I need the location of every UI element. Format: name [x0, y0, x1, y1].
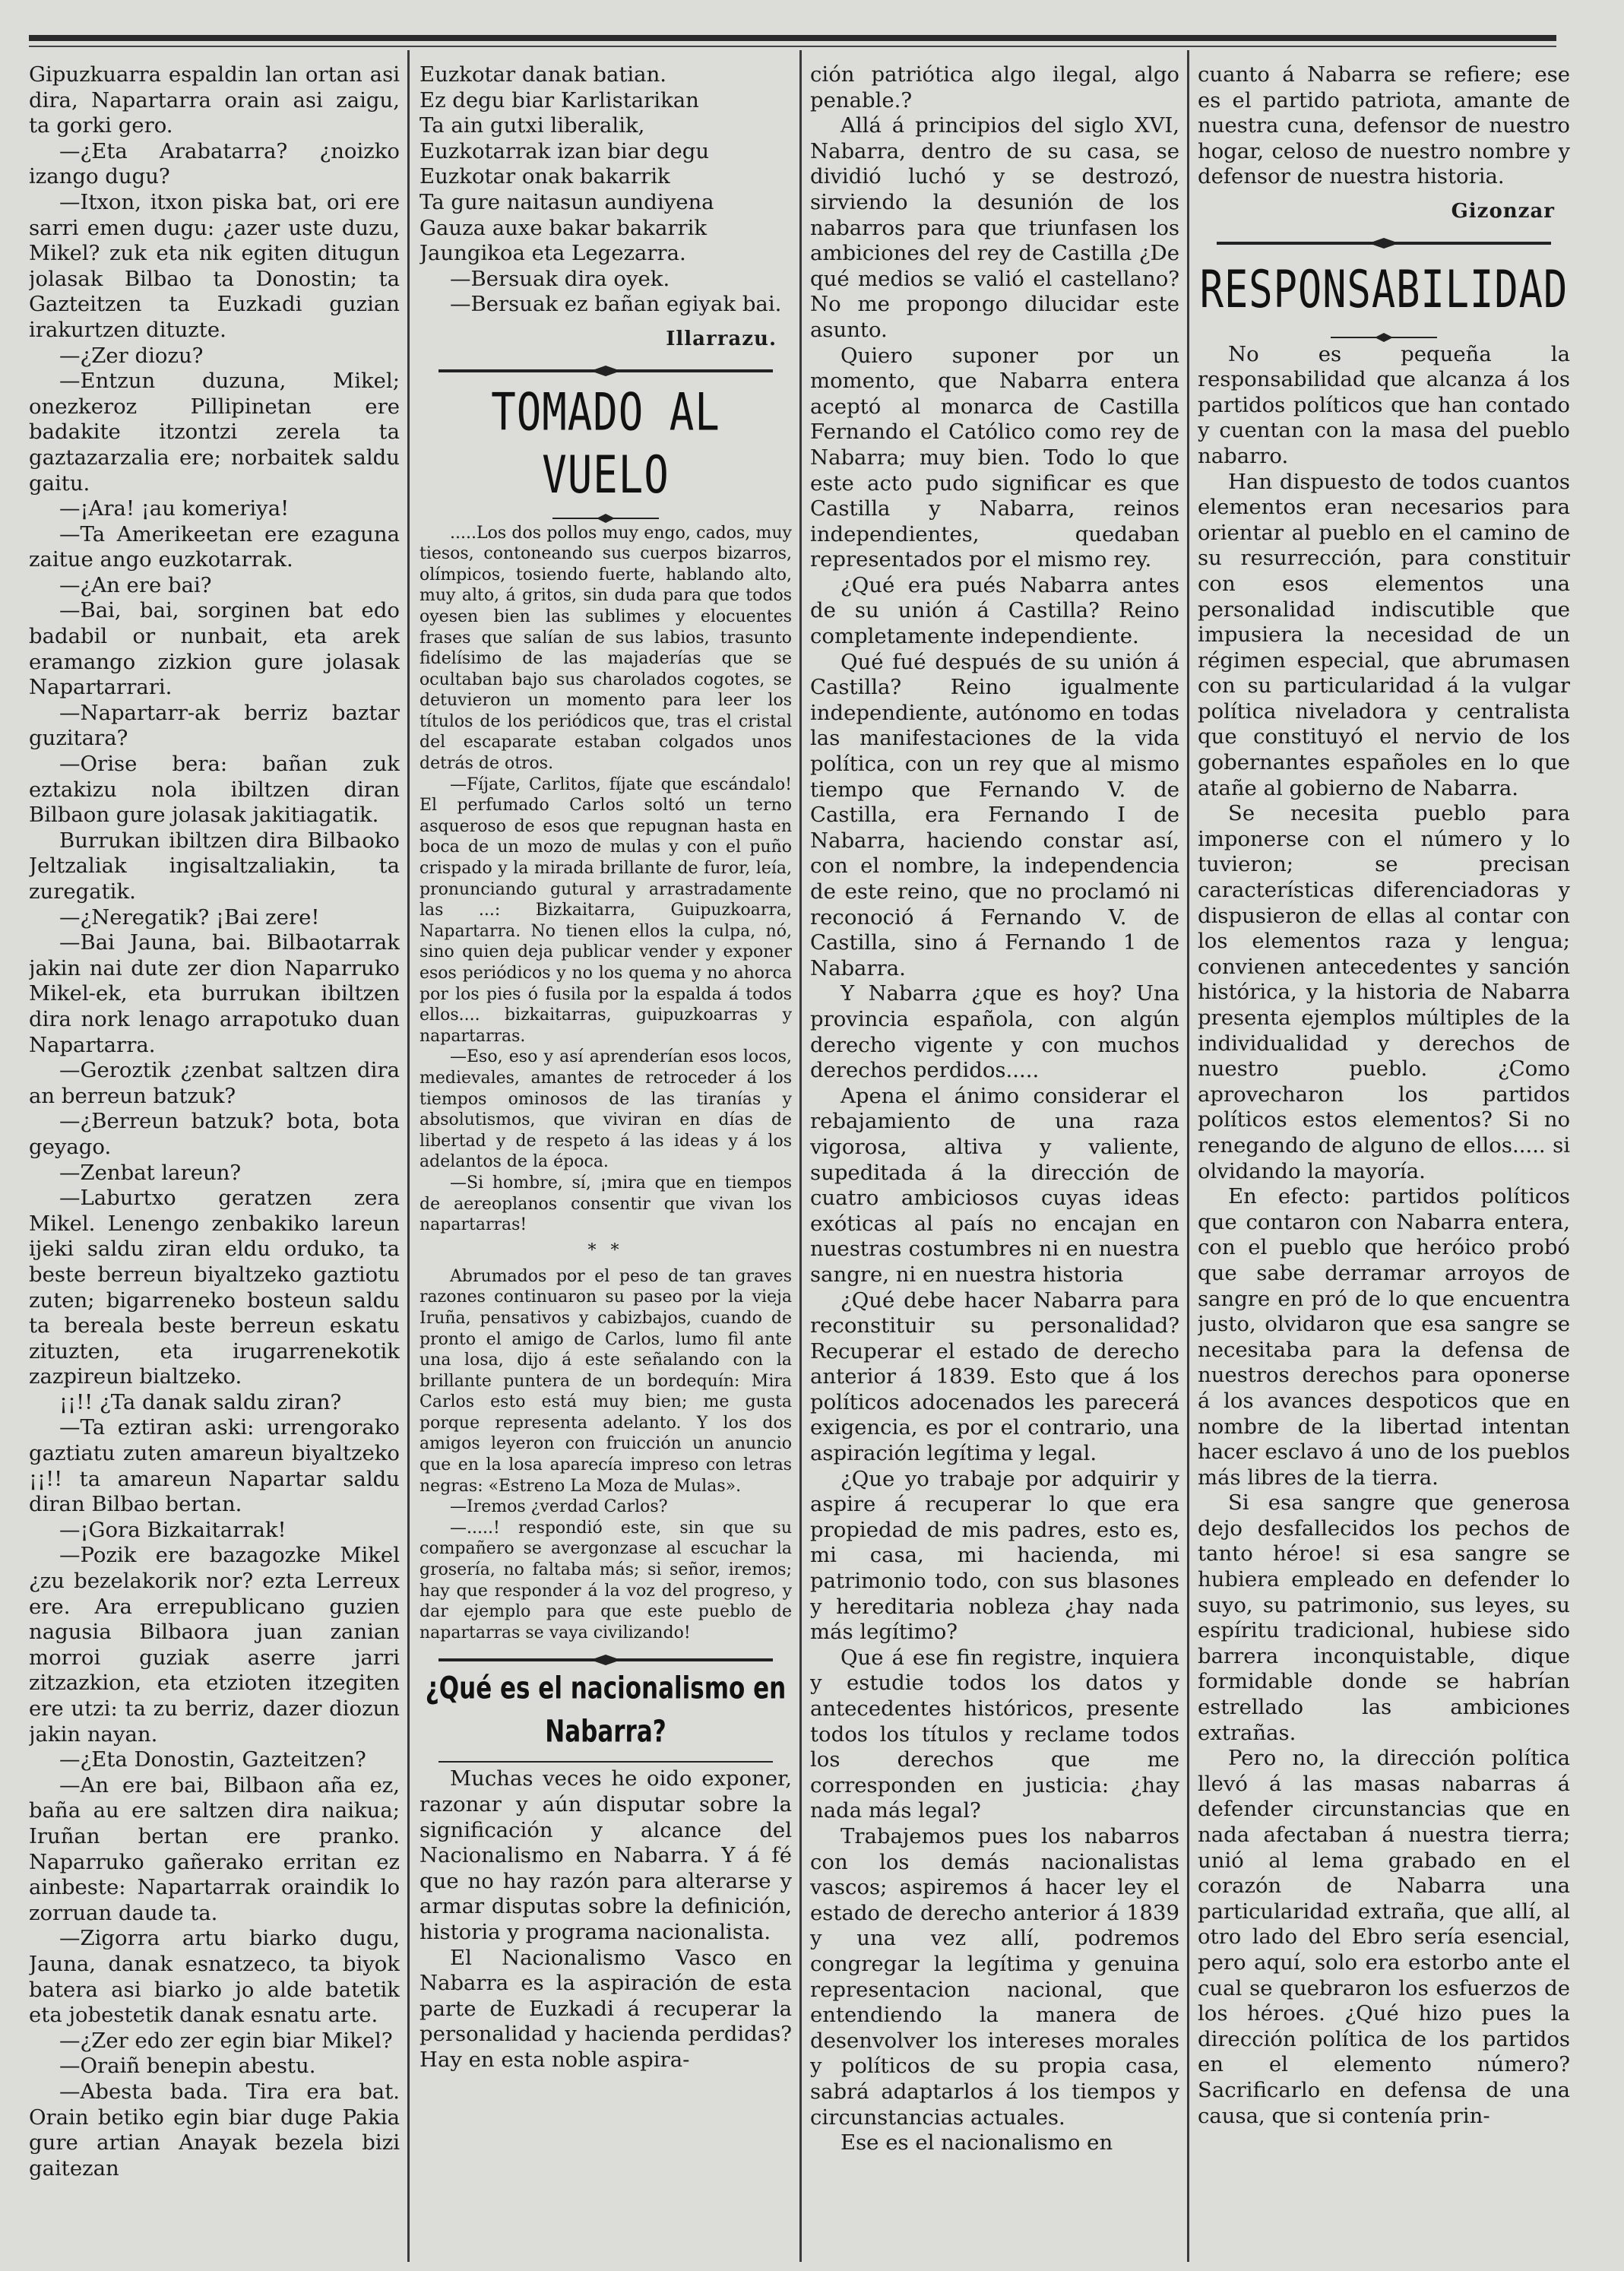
- paragraph: Pero no, la dirección política llevó á las masas nabarras á defender circunstancias que en nada afectaban á nuestra tierra; unió al lema grabado en el corazón de Nabarra una particularidad extraña, que allí, al otro lado del Ebro sería esencial, pero aquí, solo era estorbo ante el cual se quebraron los esfuerzos de los héroes. ¿Qué hizo pues la dirección política de los partidos en el elemento número? Sacrificarlo en defensa de una causa, que si contenía prin-: [1198, 1746, 1570, 2128]
- paragraph: Que á ese fin registre, inquiera y estudie todos los datos y antecedentes históricos, presente todos los títulos y reclame todos los derechos que me corresponden en justicia: ¿hay nada más legal?: [810, 1645, 1179, 1823]
- paragraph: Apena el ánimo considerar el rebajamiento de una raza vigorosa, altiva y valiente, supeditada á la dirección de cuatro ambiciosos cuyas ideas exóticas al país no encajan en nuestras costumbres ni en nuestra sangre, ni en nuestra historia: [810, 1083, 1179, 1287]
- paragraph: —Entzun duzuna, Mikel; onezkeroz Pillipinetan ere badakite itzontzi zerela ta gaztazarzalia ere; norbaitek saldu gaitu.: [29, 369, 400, 496]
- paragraph: —Oraiñ benepin abestu.: [59, 2054, 316, 2079]
- signature-illarrazu: Illarrazu.: [666, 327, 777, 350]
- section-stars: * *: [587, 1240, 624, 1260]
- paragraph: —Si hombre, sí, ¡mira que en tiempos de aereoplanos consentir que vivan los napartarras!: [419, 1173, 792, 1235]
- paragraph: —.....! respondió este, sin que su compañero se avergonzase al escuchar la grosería, no faltaba más; si señor, iremos; hay que responder á la voz del progreso, y dar ejemplo para que este pueblo de napartarras se vaya civilizando!: [419, 1518, 792, 1642]
- paragraph: Han dispuesto de todos cuantos elementos eran necesarios para orientar al pueblo en el camino de su resurrección, para constituir con esos elementos una personalidad indiscutible que impusiera la necesidad de un régimen especial, que abrumasen con su particularidad á la vulgar política niveladora y centralista que constituyó el nervio de los gobernantes españoles en lo que atañe al gobierno de Nabarra.: [1198, 469, 1570, 800]
- paragraph: —¿Eta Donostin, Gazteitzen?: [59, 1747, 366, 1772]
- ornament-small: [438, 1757, 773, 1766]
- paragraph: Qué fué después de su unión á Castilla? Reino igualmente independiente, autónomo en todas las manifestaciones de la vida política, con un rey que al mismo tiempo que Fernando V. de Castilla, era Fernando I de Nabarra, haciendo constar así, con el nombre, la independencia de este reino, que no proclamó ni reconoció á Fernando V. de Castilla, sino á Fernando 1 de Nabarra.: [810, 649, 1179, 980]
- poem-line: Ta ain gutxi liberalik,: [419, 113, 645, 138]
- paragraph: Quiero suponer por un momento, que Nabarra entera aceptó al monarca de Castilla Fernando el Católico como rey de Nabarra; muy bien. Todo lo que este acto pudo significar es que Castilla y Nabarra, reinos independientes, quedaban representados por el mismo rey.: [810, 343, 1179, 572]
- paragraph: —¿Eta Arabatarra? ¿noizko izango dugu?: [29, 138, 400, 189]
- paragraph: —Bai, bai, sorginen bat edo badabil or nunbait, eta arek eramango zizkion gure jolasak Napartarrari.: [29, 598, 400, 700]
- paragraph: —Zigorra artu biarko dugu, Jauna, danak esnatzeco, ta biyok batera asi biarko jo alde batetik eta jobestetik danak esnatu arte.: [29, 1926, 400, 2028]
- column-separator: [407, 50, 410, 2262]
- poem-line: Ez degu biar Karlistarikan: [419, 87, 699, 112]
- paragraph: —¿Zer edo zer egin biar Mikel?: [59, 2028, 393, 2053]
- headline-tomado-al-vuelo: TOMADO AL VUELO: [491, 382, 720, 505]
- headline-que-es-el-nacionalismo: ¿Qué es el nacionalismo en Nabarra?: [425, 1671, 787, 1750]
- paragraph: El Nacionalismo Vasco en Nabarra es la aspiración de esta parte de Euzkadi á recuperar la personalidad y hacienda perdidas? Hay en esta noble aspira-: [419, 1945, 792, 2072]
- paragraph: Trabajemos pues los nabarros con los demás nacionalistas vascos; aspiremos á hacer ley el estado de derecho anterior á 1839 y una vez allí, podremos congregar la legítima y genuina representacion nacional, que entendiendo la manera de desenvolver los intereses morales y políticos de su propia casa, sabrá adaptarlos á los tiempos y circunstancias actuales.: [810, 1823, 1179, 2130]
- top-thin-rule: [29, 46, 1556, 47]
- paragraph: —Bersuak dira oyek.: [450, 266, 670, 291]
- top-double-rule: [29, 35, 1556, 41]
- paragraph: ¿Qué debe hacer Nabarra para reconstituir su personalidad? Recuperar el estado de derecho anterior á 1839. Esto que á los políticos adocenados les parecerá exigencia, es por el contrario, una aspiración legítima y legal.: [810, 1288, 1179, 1466]
- paragraph: No es pequeña la responsabilidad que alcanza á los partidos políticos que han contado y cuentan con la masa del pueblo nabarro.: [1198, 341, 1570, 468]
- paragraph: Y Nabarra ¿que es hoy? Una provincia española, con algún derecho vigente y con muchos derechos perdidos.....: [810, 981, 1179, 1083]
- paragraph: —Itxon, itxon piska bat, ori ere sarri emen dugu: ¿azer uste duzu, Mikel? zuk eta nik egiten ditugun jolasak Bilbao ta Donostin; ta Gazteitzen ta Euzkadi guzian irakurtzen dituzte.: [29, 189, 400, 342]
- paragraph: Muchas veces he oido exponer, razonar y aún disputar sobre la significación y alcance del Nacionalismo en Nabarra. Y á fé que no hay razón para alterarse y armar disputas sobre la definición, historia y programa nacionalista.: [419, 1766, 792, 1944]
- signature-gizonzar: Gizonzar: [1451, 199, 1555, 223]
- paragraph: Ese es el nacionalismo en: [840, 2130, 1113, 2155]
- headline-responsabilidad: RESPONSABILIDAD: [1199, 260, 1569, 320]
- paragraph: —¡Gora Bizkaitarrak!: [59, 1517, 286, 1542]
- paragraph: —An ere bai, Bilbaon aña ez, baña au ere saltzen dira naikua; Iruñan bertan ere pranko. Naparruko gañerako erritan ez ainbeste: Napartarrak oraindik lo zorruan daude ta.: [29, 1772, 400, 1925]
- ornament-divider: [1217, 237, 1551, 249]
- paragraph: —Laburtxo geratzen zera Mikel. Lenengo zenbakiko lareun ijeki saldu ziran eldu orduko, ta beste berreun biyaltzeko gaztiotu zuten; bigarreneko bosteun saldu ta bereala beste berreun eskatu zituzten, eta irugarrenekotik zazpireun bialtzeko.: [29, 1186, 400, 1389]
- paragraph: En efecto: partidos políticos que contaron con Nabarra entera, con el pueblo que heróico probó que sabe derramar arroyos de sangre en pró de lo que encuentra justo, olvidaron que esa sangre se necesitaba para la defensa de nuestros derechos para oponerse á los avances despoticos que en nombre de la libertad intentan hacer esclavo á uno de los pueblos más libres de la tierra.: [1198, 1184, 1570, 1490]
- poem-line: Euzkotar onak bakarrik: [419, 164, 670, 189]
- ornament-divider: [438, 365, 773, 377]
- column-separator: [1187, 50, 1189, 2262]
- poem-line: Euzkotarrak izan biar degu: [419, 138, 710, 163]
- paragraph: ¿Que yo trabaje por adquirir y aspire á recuperar lo que era propiedad de mis padres, esto es, mi casa, mi hacienda, mi patrimonio todo, con sus blasones y hereditaria nobleza ¿hay nada más legítimo?: [810, 1466, 1179, 1645]
- paragraph: —Pozik ere bazagozke Mikel ¿zu bezelakorik nor? ezta Lerreux ere. Ara errepublicano guzien nagusia Bilbaora juan zanian morroi guziak aserre jarri zitzazkion, eta etzioten itzegiten ere utzi: ta zu berriz, dazer diozun jakin nayan.: [29, 1543, 400, 1747]
- paragraph: Burrukan ibiltzen dira Bilbaoko Jeltzaliak ingisaltzaliakin, ta zuregatik.: [29, 828, 400, 904]
- paragraph: ción patriótica algo ilegal, algo penable.?: [810, 62, 1179, 112]
- paragraph: —¡Ara! ¡au komeriya!: [59, 496, 290, 521]
- paragraph: —¿Berreun batzuk? bota, bota geyago.: [29, 1109, 400, 1159]
- paragraph: Gipuzkuarra espaldin lan ortan asi dira, Napartarra orain asi zaigu, ta gorki gero.: [29, 62, 400, 138]
- paragraph: —Fíjate, Carlitos, fíjate que escándalo! El perfumado Carlos soltó un terno asqueroso de esos que repugnan hasta en boca de un mozo de mulas y con el puño crispado y la mirada brillante de furor, leía, pronunciando gutural y arrastradamente las ...: Bizkaitarra, Guipuzkoarra, Napartarra. No tienen ellos la culpa, nó, sino quien deja publicar vender y exponer esos periódicos y no los quema y no ahorca por los pies ó fusila por la espalda á todos ellos.... bizkaitarras, guipuzkoarras y napartarras.: [419, 774, 792, 1046]
- paragraph: —¿Neregatik? ¡Bai zere!: [59, 904, 320, 930]
- paragraph: —Iremos ¿verdad Carlos?: [450, 1497, 668, 1517]
- poem-line: Jaungikoa eta Legezarra.: [419, 241, 686, 266]
- paragraph: —Eso, eso y así aprenderían esos locos, medievales, amantes de retroceder á los tiempos ominosos de las tiranías y absolutismos, que viviran en días de libertad y de respeto á las ideas y á los adelantos de la época.: [419, 1047, 792, 1172]
- paragraph: —¿Zer diozu?: [59, 343, 204, 368]
- paragraph: —Geroztik ¿zenbat saltzen dira an berreun batzuk?: [29, 1058, 400, 1108]
- ornament-small: [1308, 333, 1460, 342]
- paragraph: —Zenbat lareun?: [59, 1160, 242, 1185]
- paragraph: ¡¡!! ¿Ta danak saldu ziran?: [59, 1389, 342, 1414]
- paragraph: .....Los dos pollos muy engo, cados, muy tiesos, contoneando sus cuerpos bizarros, olímpicos, tosiendo fuerte, hablando alto, muy alto, á gritos, sin duda para que todos oyesen bien las sublimes y elocuentes frases que salían de sus labios, trasunto fidelísimo de las majaderías que se ocultaban bajo sus charolados cogotes, se detuvieron un momento para leer los títulos de los periódicos que, tras el cristal del escaparate estaban colgados unos detrás de otros.: [419, 523, 792, 774]
- paragraph: —Bersuak ez bañan egiyak bai.: [450, 292, 782, 317]
- column-1-dialogue: [29, 62, 400, 2251]
- paragraph: Si esa sangre que generosa dejo desfallecidos los pechos de tanto héroe! si esa sangre se hubiera empleado en defender lo suyo, su patrimonio, sus leyes, su espíritu tradicional, hubiese sido barrera inconquistable, dique formidable donde se habrían estrellado las ambiciones extrañas.: [1198, 1490, 1570, 1745]
- column-3: [810, 62, 1179, 2251]
- paragraph: —Orise bera: bañan zuk eztakizu nola ibiltzen diran Bilbaon gure jolasak jakitiagatik.: [29, 752, 400, 828]
- paragraph: —Napartarr-ak berriz baztar guzitara?: [29, 700, 400, 751]
- poem-line: Euzkotar danak batian.: [419, 62, 667, 87]
- column-separator: [799, 50, 802, 2262]
- paragraph: cuanto á Nabarra se refiere; ese es el partido patriota, amante de nuestra cuna, defensor de nuestro hogar, celoso de nuestro nombre y defensor de nuestra historia.: [1198, 62, 1570, 189]
- paragraph: Abrumados por el peso de tan graves razones continuaron su paseo por la vieja Iruña, pensativos y cabizbajos, cuando de pronto el amigo de Carlos, lumo fil ante una losa, dijo á este señalando con la brillante puntera de un bordequín: Mira Carlos esto está muy bien; me gusta porque representa adelanto. Y los dos amigos leyeron con fruicción un anuncio que en la losa aparecía impreso con letras negras: «Estreno La Moza de Mulas».: [419, 1266, 792, 1496]
- paragraph: —Bai Jauna, bai. Bilbaotarrak jakin nai dute zer dion Naparruko Mikel-ek, eta burrukan ibiltzen dira nork lenago arrapotuko duan Napartarra.: [29, 930, 400, 1057]
- paragraph: ¿Qué era pués Nabarra antes de su unión á Castilla? Reino completamente independiente.: [810, 572, 1179, 649]
- poem-line: Ta gure naitasun aundiyena: [419, 189, 714, 214]
- paragraph: —Abesta bada. Tira era bat. Orain betiko egin biar duge Pakia gure artian Anayak bezela bizi gaitezan: [29, 2079, 400, 2181]
- poem-line: Gauza auxe bakar bakarrik: [419, 215, 708, 240]
- column-4: [1198, 62, 1570, 2251]
- paragraph: —¿An ere bai?: [59, 572, 212, 597]
- paragraph: Allá á principios del siglo XVI, Nabarra, dentro de su casa, se dividió luchó y se destrozó, sirviendo la desunión de los nabarros para que triunfasen los ambiciones del rey de Castilla ¿De qué medios se valió el castellano? No me propongo dilucidar este asunto.: [810, 113, 1179, 342]
- paragraph: Se necesita pueblo para imponerse con el número y lo tuvieron; se precisan características diferenciadoras y dispusieron de ellas al contar con los elementos raza y lengua; convienen antecedentes y sanción histórica, y la historia de Nabarra presenta ejemplos múltiples de la individualidad y derechos de nuestro pueblo. ¿Como aprovecharon los partidos políticos estos elementos? Si no renegando de alguno de ellos..... si olvidando la mayoría.: [1198, 801, 1570, 1183]
- ornament-small: [530, 514, 682, 523]
- column-2: [419, 62, 792, 2251]
- ornament-divider: [438, 1654, 773, 1666]
- paragraph: —Ta Amerikeetan ere ezaguna zaitue ango euzkotarrak.: [29, 521, 400, 572]
- paragraph: —Ta eztiran aski: urrengorako gaztiatu zuten amareun biyaltzeko ¡¡!! ta amareun Napartar saldu diran Bilbao bertan.: [29, 1415, 400, 1517]
